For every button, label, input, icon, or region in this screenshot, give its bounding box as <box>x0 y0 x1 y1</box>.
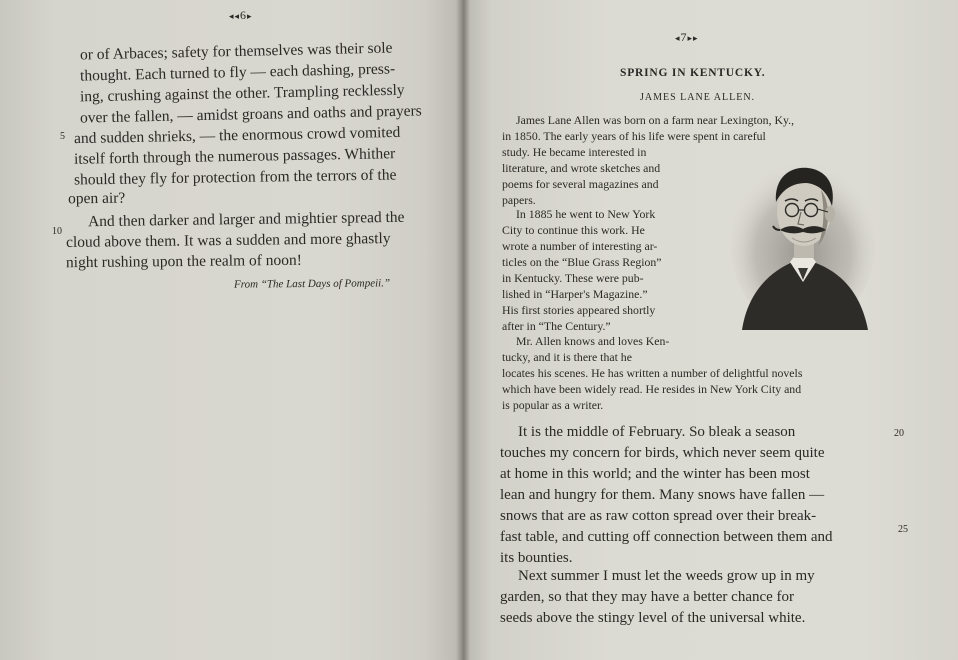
body-line: open air? <box>67 189 126 208</box>
line-number: 20 <box>894 428 904 439</box>
body-line: ing, crushing against the other. Trampling recklessly <box>79 81 405 106</box>
book-gutter <box>456 0 470 660</box>
body-line: over the fallen, — amidst groans and oaths and prayers <box>79 102 422 127</box>
body-line: cloud above them. It was a sudden and more ghastly <box>65 230 391 251</box>
author-portrait <box>728 150 878 330</box>
ornament-left-icon: ◂◂ <box>229 11 241 21</box>
essay-line: Next summer I must let the weeds grow up in my <box>518 568 815 584</box>
essay-line: lean and hungry for them. Many snows have fallen — <box>500 487 825 503</box>
essay-line: garden, so that they may have a better chance for <box>500 589 795 605</box>
bio-line: lished in “Harper's Magazine.” <box>502 287 648 301</box>
bio-line: poems for several magazines and <box>502 177 659 191</box>
essay-line: touches my concern for birds, which never seem quite <box>500 445 825 461</box>
body-line: itself forth through the numerous passages. Whither <box>73 145 396 168</box>
body-line: thought. Each turned to fly — each dashing, press- <box>79 60 396 85</box>
bio-line: in 1850. The early years of his life were spent in careful <box>502 129 766 143</box>
bio-line: tucky, and it is there that he <box>502 350 632 364</box>
ornament-left-icon: ◂ <box>675 33 681 43</box>
line-number: 25 <box>898 524 908 535</box>
bio-line: in Kentucky. These were pub- <box>502 271 644 285</box>
bio-line: is popular as a writer. <box>502 398 604 412</box>
bio-line: papers. <box>502 193 536 207</box>
body-line: should they fly for protection from the terrors of the <box>73 166 397 189</box>
bio-line: after in “The Century.” <box>502 319 611 333</box>
left-page <box>0 0 462 660</box>
bio-line: City to continue this work. He <box>502 223 645 237</box>
bio-line: wrote a number of interesting ar- <box>502 239 658 253</box>
left-page-number: ◂◂6▸ <box>229 8 253 22</box>
bio-line: His first stories appeared shortly <box>502 303 656 317</box>
essay-line: seeds above the stingy level of the universal white. <box>500 610 806 626</box>
essay-line: at home in this world; and the winter has been most <box>500 466 810 482</box>
bio-line: James Lane Allen was born on a farm near Lexington, Ky., <box>516 113 795 127</box>
essay-line: It is the middle of February. So bleak a season <box>518 424 796 440</box>
ornament-right-icon: ▸▸ <box>687 33 699 43</box>
bio-line: locates his scenes. He has written a number of delightful novels <box>502 366 803 380</box>
line-number: 10 <box>52 226 62 237</box>
bio-line: study. He became interested in <box>502 145 647 159</box>
right-page <box>462 0 958 660</box>
essay-line: fast table, and cutting off connection between them and <box>500 529 833 545</box>
bio-line: ticles on the “Blue Grass Region” <box>502 255 662 269</box>
source-citation: From “The Last Days of Pompeii.” <box>233 277 391 291</box>
right-page-number: ◂7▸▸ <box>675 30 699 44</box>
bio-line: literature, and wrote sketches and <box>502 161 661 175</box>
author-name: JAMES LANE ALLEN. <box>640 92 756 103</box>
essay-line: snows that are as raw cotton spread over their break- <box>500 508 817 524</box>
bio-line: which have been widely read. He resides in New York City and <box>502 382 802 396</box>
line-number: 5 <box>60 131 65 142</box>
ornament-right-icon: ▸ <box>247 11 253 21</box>
bio-line: Mr. Allen knows and loves Ken- <box>516 334 670 348</box>
body-line: And then darker and larger and mightier spread the <box>87 208 405 231</box>
body-line: and sudden shrieks, — the enormous crowd vomited <box>73 123 401 148</box>
chapter-title: SPRING IN KENTUCKY. <box>620 67 766 79</box>
body-line: night rushing upon the realm of noon! <box>65 251 302 272</box>
body-line: or of Arbaces; safety for themselves was their sole <box>79 39 393 64</box>
essay-line: its bounties. <box>500 550 573 566</box>
bio-line: In 1885 he went to New York <box>516 207 656 221</box>
